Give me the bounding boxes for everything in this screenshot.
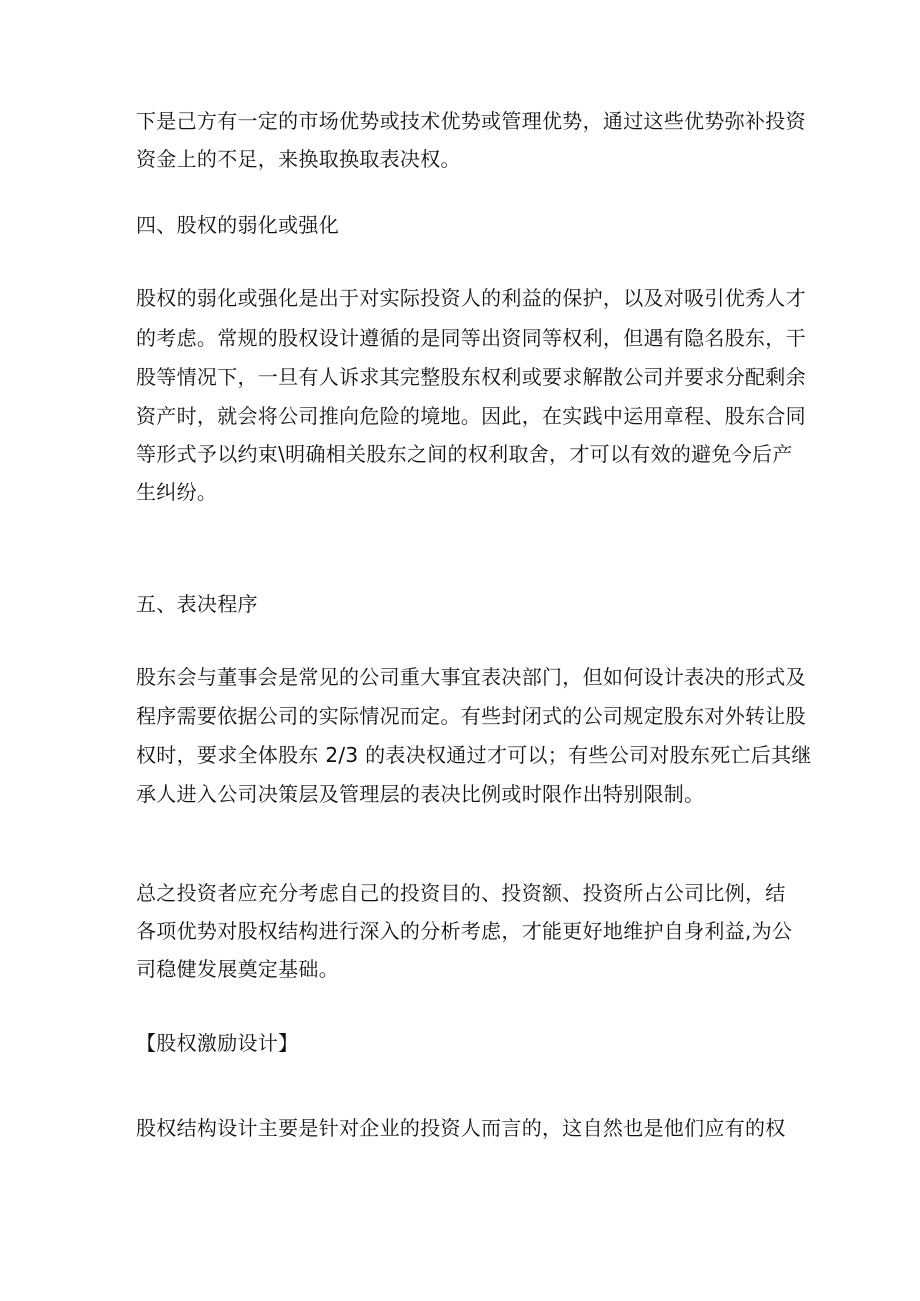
text-line: 司稳健发展奠定基础。 xyxy=(136,957,339,981)
text-line: 各项优势对股权结构进行深入的分析考虑，才能更好地维护自身利益,为公 xyxy=(136,919,793,943)
section-heading-4: 四、股权的弱化或强化 xyxy=(136,213,339,237)
section-heading-5: 五、表决程序 xyxy=(136,592,258,616)
text-line: 资产时，就会将公司推向危险的境地。因此，在实践中运用章程、股东合同 xyxy=(136,404,806,428)
text-line: 股东会与董事会是常见的公司重大事宜表决部门，但如何设计表决的形式及 xyxy=(136,665,806,689)
text-line: 生纠纷。 xyxy=(136,480,218,504)
text-line: 等形式予以约束\明确相关股东之间的权利取舍，才可以有效的避免今后产 xyxy=(136,442,793,466)
text-line: 承人进入公司决策层及管理层的表决比例或时限作出特别限制。 xyxy=(136,782,705,806)
section-heading-equity-incentive: 【股权激励设计】 xyxy=(136,1031,299,1055)
text-line: 股权结构设计主要是针对企业的投资人而言的，这自然也是他们应有的权 xyxy=(136,1116,786,1140)
text-line: 总之投资者应充分考虑自己的投资目的、投资额、投资所占公司比例，结 xyxy=(136,881,786,905)
text-line: 股权的弱化或强化是出于对实际投资人的利益的保护，以及对吸引优秀人才 xyxy=(136,286,806,310)
text-line: 权时，要求全体股东 2/3 的表决权通过才可以；有些公司对股东死亡后其继 xyxy=(136,743,812,767)
text-line: 股等情况下，一旦有人诉求其完整股东权利或要求解散公司并要求分配剩余 xyxy=(136,365,806,389)
text-line: 资金上的不足，来换取换取表决权。 xyxy=(136,147,461,171)
text-line: 的考虑。常规的股权设计遵循的是同等出资同等权利，但遇有隐名股东，干 xyxy=(136,326,806,350)
text-line: 下是己方有一定的市场优势或技术优势或管理优势，通过这些优势弥补投资 xyxy=(136,109,806,133)
text-line: 程序需要依据公司的实际情况而定。有些封闭式的公司规定股东对外转让股 xyxy=(136,704,806,728)
